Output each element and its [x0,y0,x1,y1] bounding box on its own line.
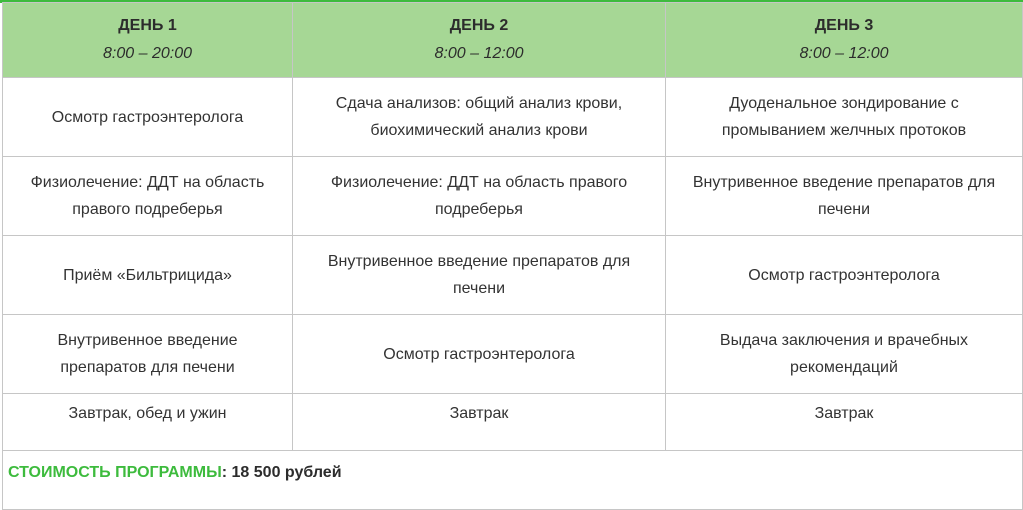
header-day-2 [293,3,666,78]
cell-text: Осмотр гастроэнтеролога [51,108,244,126]
header-day-3 [666,3,1023,78]
day-1-time: 8:00 – 20:00 [103,45,192,62]
cell-text: Осмотр гастроэнтеролога [748,266,940,284]
cell-text: Завтрак [814,405,874,422]
day-1-name: ДЕНЬ 1 [118,17,177,34]
day-3-name: ДЕНЬ 3 [814,17,874,34]
table-row [3,315,1023,394]
table-cell [666,236,1023,315]
cell-text: Сдача анализов: общий анализ крови, биохимический анализ крови [335,95,623,139]
cell-text: Физиолечение: ДДТ на область правого подреберья [330,174,628,218]
price-value: 18 500 рублей [227,464,342,481]
cell-text: Дуоденальное зондирование с промыванием желчных протоков [721,95,967,139]
table-cell [666,157,1023,236]
cell-text: Выдача заключения и врачебных рекомендаций [719,332,969,376]
table-row [3,157,1023,236]
cell-text: Внутривенное введение препаратов для печени [327,253,631,297]
table-cell [293,236,666,315]
table-cell [293,157,666,236]
table-cell [3,236,293,315]
cell-text: Физиолечение: ДДТ на область правого подреберья [30,174,265,218]
cell-text: Завтрак, обед и ужин [68,405,227,422]
table-row [3,78,1023,157]
table-row [3,236,1023,315]
table-cell [3,394,293,451]
cell-text: Завтрак [449,405,509,422]
table-cell [666,78,1023,157]
price-cell [3,451,1023,510]
price-colon: : [221,464,228,481]
header-day-1 [3,3,293,78]
cell-text: Внутривенное введение препаратов для печени [692,174,996,218]
cell-text: Внутривенное введение препаратов для печени [57,332,238,376]
day-2-name: ДЕНЬ 2 [449,17,509,34]
schedule-table [2,2,1023,510]
table-cell [293,394,666,451]
table-cell [3,78,293,157]
header-row [3,3,1023,78]
table-cell [293,315,666,394]
day-3-time: 8:00 – 12:00 [799,45,889,62]
table-cell [666,315,1023,394]
table-cell [3,315,293,394]
table-cell [293,78,666,157]
table-row-meals [3,394,1023,451]
price-row [3,451,1023,510]
price-label: СТОИМОСТЬ ПРОГРАММЫ [8,464,222,481]
cell-text: Приём «Бильтрицида» [63,266,232,284]
table-cell [666,394,1023,451]
table-cell [3,157,293,236]
cell-text: Осмотр гастроэнтеролога [383,345,575,363]
day-2-time: 8:00 – 12:00 [434,45,524,62]
